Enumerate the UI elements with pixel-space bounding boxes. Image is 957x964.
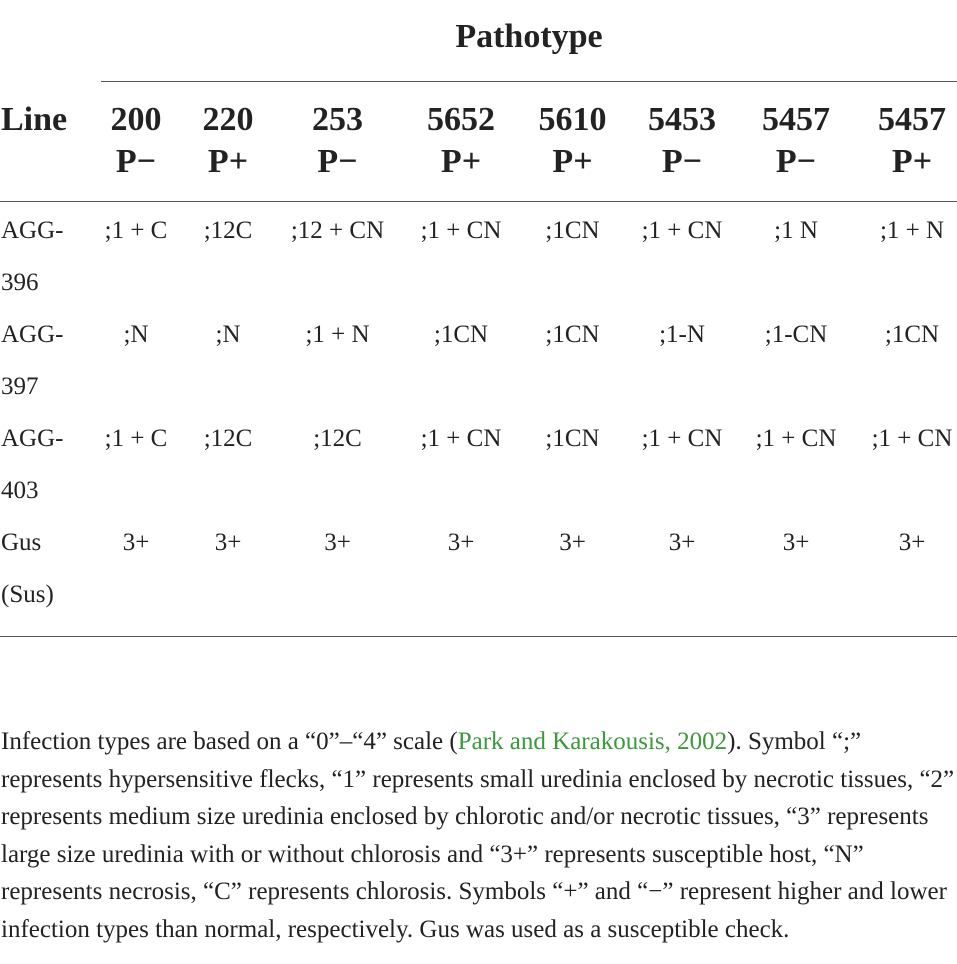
table-cell: ;1CN xyxy=(545,217,600,244)
column-header-line: Line xyxy=(1,101,68,138)
column-header-variant: P− xyxy=(317,143,358,180)
column-header-variant: P− xyxy=(661,143,703,180)
row-label-line2: 403 xyxy=(1,477,39,504)
column-header-2 xyxy=(188,99,268,183)
row-label-line1: Gus xyxy=(1,529,42,556)
table-row xyxy=(0,201,957,305)
column-header-code: 5610 xyxy=(538,101,607,138)
footnote-text-after: ). Symbol “;” represents hypersensitive flecks, “1” represents small uredinia enclosed by necrotic tissues, “2” represents medium size uredinia enclosed by chlorotic and/or necrotic tissues, “3” represents large size uredinia with or without chlorosis and “3+” represents susceptible host, “N” represents necrosis, “C” represents chlorosis. Symbols “+” and “−” represent higher and lower infection types than normal, respectively. Gus was used as a susceptible check. xyxy=(1,728,955,943)
column-header-7 xyxy=(748,99,844,183)
table-cell: 3+ xyxy=(559,529,586,556)
table-bottom-rule xyxy=(0,636,957,637)
group-header-pathotype: Pathotype xyxy=(455,18,603,55)
table-cell: ;12 + CN xyxy=(290,217,385,244)
group-header-rule xyxy=(101,81,957,82)
column-header-variant: P+ xyxy=(207,143,249,180)
footnote-text-before: Infection types are based on a “0”–“4” scale ( xyxy=(1,728,458,755)
column-header-code: 5652 xyxy=(427,101,495,138)
table-cell: ;1 + CN xyxy=(420,425,502,452)
table-cell: ;1CN xyxy=(433,321,489,348)
table-cell: ;1 + N xyxy=(305,321,370,348)
table-cell: ;1CN xyxy=(884,321,940,348)
table-cell: ;1 + CN xyxy=(420,217,502,244)
citation-link[interactable]: Park and Karakousis, 2002 xyxy=(457,728,728,755)
table-cell: ;1-CN xyxy=(764,321,828,348)
table-cell: ;1 + CN xyxy=(871,425,953,452)
column-header-3 xyxy=(280,99,395,183)
column-header-code: 5457 xyxy=(762,101,830,138)
table-row xyxy=(0,409,957,513)
table-row xyxy=(0,513,957,617)
column-header-1 xyxy=(101,99,171,183)
row-label-line1: AGG- xyxy=(1,321,64,348)
column-header-code: 200 xyxy=(110,101,162,138)
table-cell: 3+ xyxy=(898,529,926,556)
column-header-code: 5457 xyxy=(878,101,946,138)
row-label-line2: 397 xyxy=(1,373,39,400)
table-cell: 3+ xyxy=(214,529,242,556)
table-cell: ;1 + N xyxy=(879,217,945,244)
table-cell: ;12C xyxy=(203,425,253,452)
table-cell: ;1 + CN xyxy=(641,425,723,452)
table-cell: ;1 + CN xyxy=(641,217,723,244)
table-cell: ;1 + C xyxy=(104,217,168,244)
table-cell: ;1CN xyxy=(545,321,600,348)
table-cell: 3+ xyxy=(324,529,351,556)
row-label xyxy=(1,309,64,413)
column-header-variant: P+ xyxy=(552,143,593,180)
table-cell: 3+ xyxy=(447,529,475,556)
table-cell: ;12C xyxy=(203,217,253,244)
table-cell: ;1CN xyxy=(545,425,600,452)
column-header-variant: P+ xyxy=(891,143,933,180)
column-header-5 xyxy=(525,99,620,183)
column-header-variant: P+ xyxy=(440,143,482,180)
column-header-code: 5453 xyxy=(648,101,716,138)
column-header-code: 220 xyxy=(202,101,254,138)
table-cell: ;1 + CN xyxy=(755,425,837,452)
column-header-variant: P− xyxy=(115,143,157,180)
table-cell: ;1 + C xyxy=(104,425,168,452)
table-cell: ;N xyxy=(123,321,149,348)
table-cell: ;1-N xyxy=(659,321,705,348)
row-label-line1: AGG- xyxy=(1,425,64,452)
row-label-line1: AGG- xyxy=(1,217,64,244)
table-cell: 3+ xyxy=(122,529,150,556)
table-cell: 3+ xyxy=(668,529,696,556)
table-row xyxy=(0,305,957,409)
table-cell: ;1 N xyxy=(774,217,818,244)
row-label xyxy=(1,205,64,309)
column-header-4 xyxy=(410,99,512,183)
column-header-6 xyxy=(632,99,732,183)
row-label-line2: (Sus) xyxy=(1,581,54,608)
table-cell: 3+ xyxy=(782,529,810,556)
column-header-code: 253 xyxy=(312,101,363,138)
column-header-variant: P− xyxy=(775,143,817,180)
row-label xyxy=(1,413,64,517)
row-label-line2: 396 xyxy=(1,269,39,296)
column-header-8 xyxy=(862,99,957,183)
row-label xyxy=(1,517,54,621)
table-cell: ;N xyxy=(215,321,241,348)
table-cell: ;12C xyxy=(313,425,362,452)
table-footnote xyxy=(1,723,956,948)
